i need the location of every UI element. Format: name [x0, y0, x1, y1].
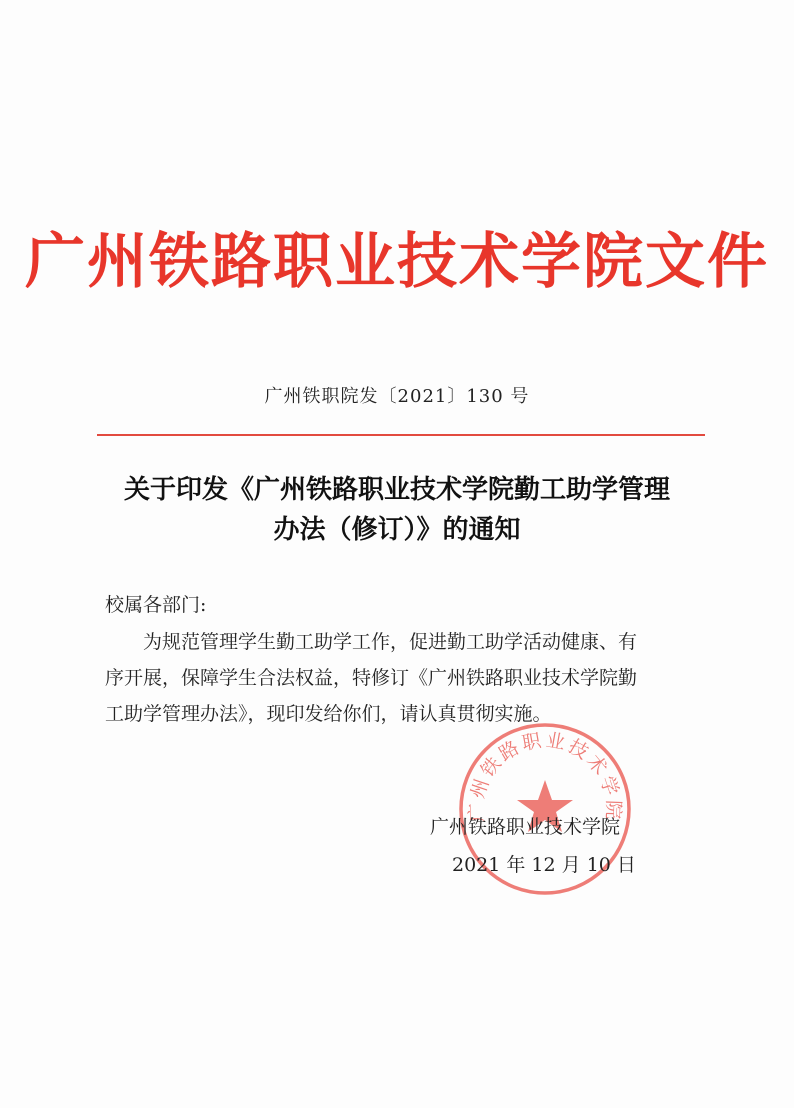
- org-header-title: 广州铁路职业技术学院文件: [25, 227, 769, 297]
- salutation: 校属各部门:: [105, 594, 207, 616]
- document-number: 广州铁职院发〔2021〕130 号: [264, 386, 530, 407]
- seal-arc-textpath: 广州铁路职业技术学院: [465, 729, 625, 823]
- body-line-3: 工助学管理办法》，现印发给你们，请认真贯彻实施。: [105, 703, 552, 725]
- issue-date: 2021 年 12 月 10 日: [452, 854, 636, 876]
- notice-title: [70, 470, 724, 550]
- body-line-1: 为规范管理学生勤工助学工作，促进勤工助学活动健康、有: [143, 631, 638, 653]
- body-line-2: 序开展，保障学生合法权益，特修订《广州铁路职业技术学院勤: [105, 667, 638, 689]
- issuer-name: 广州铁路职业技术学院: [430, 816, 621, 838]
- notice-title-line-2: 办法（修订）》的通知: [273, 515, 521, 545]
- body-paragraph: [105, 624, 705, 732]
- header-divider: [97, 434, 705, 436]
- notice-title-line-1: 关于印发《广州铁路职业技术学院勤工助学管理: [123, 475, 670, 505]
